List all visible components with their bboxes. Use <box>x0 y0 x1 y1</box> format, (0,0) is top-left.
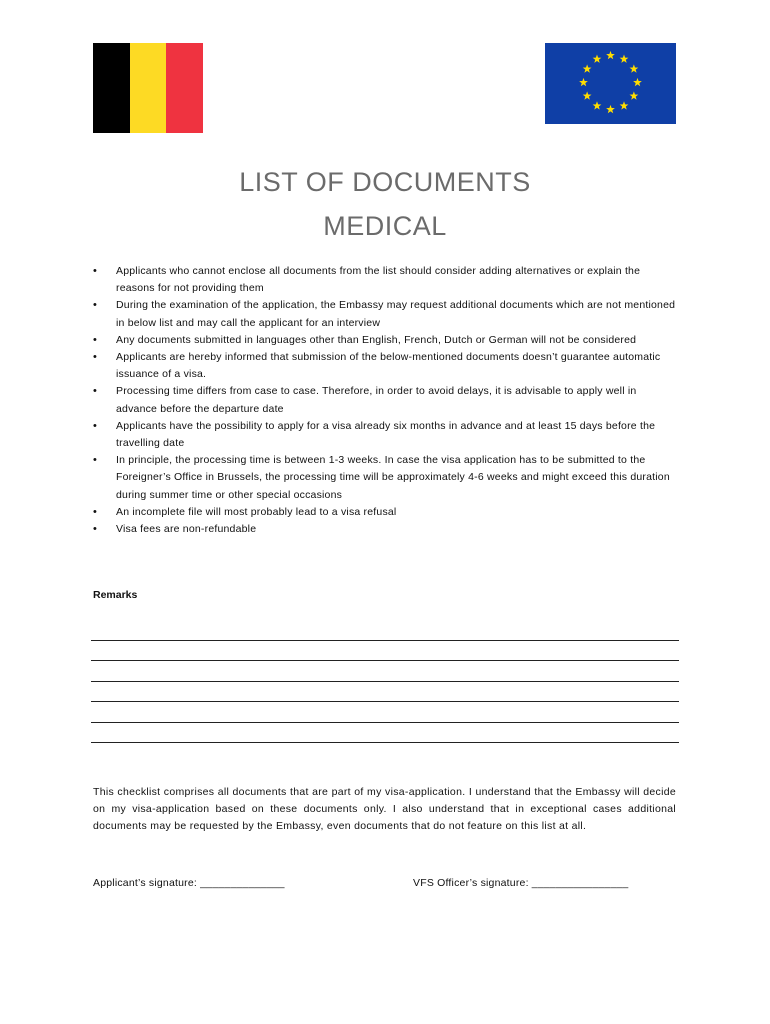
star-icon <box>593 101 602 109</box>
page-title: LIST OF DOCUMENTS <box>239 167 531 197</box>
remarks-line[interactable] <box>91 701 679 702</box>
list-item: • Any documents submitted in languages other than English, French, Dutch or German will not be considered <box>93 332 678 349</box>
star-icon <box>606 105 615 113</box>
star-icon <box>620 101 629 109</box>
list-item: • During the examination of the application, the Embassy may request additional documents which are not mentioned in below list and may call the applicant for an interview <box>93 297 678 331</box>
star-icon <box>620 55 629 63</box>
list-item: • An incomplete file will most probably lead to a visa refusal <box>93 504 678 521</box>
eu-flag <box>545 43 676 124</box>
list-item: • Applicants who cannot enclose all documents from the list should consider adding alternatives or explain the reasons for not providing them <box>93 263 678 297</box>
remarks-line[interactable] <box>91 681 679 682</box>
list-item: • Applicants have the possibility to apply for a visa already six months in advance and at least 15 days before the travelling date <box>93 418 678 452</box>
star-icon <box>630 64 639 72</box>
belgian-flag <box>93 43 203 133</box>
applicant-signature-field[interactable]: Applicant’s signature: ______________ <box>93 877 285 889</box>
star-icon <box>606 51 615 59</box>
remarks-line[interactable] <box>91 640 679 641</box>
star-icon <box>630 91 639 99</box>
remarks-line[interactable] <box>91 660 679 661</box>
instructions-list <box>93 263 678 538</box>
list-item: • Applicants are hereby informed that submission of the below-mentioned documents doesn’t guarantee automatic issuance of a visa. <box>93 349 678 383</box>
remarks-label: Remarks <box>93 589 138 601</box>
declaration-text: This checklist comprises all documents that are part of my visa-application. I understand that the Embassy will decide on my visa-application based on these documents only. I also understand that in exceptional cases additional documents may be requested by the Embassy, even documents that do not feature on this list at all. <box>93 786 676 833</box>
list-item: • In principle, the processing time is between 1-3 weeks. In case the visa application has to be submitted to the Foreigner’s Office in Brussels, the processing time will be approximately 4-6 weeks and might exceed this duration during summer time or other special occasions <box>93 452 678 504</box>
officer-signature-field[interactable]: VFS Officer’s signature: ________________ <box>413 877 629 889</box>
star-icon <box>583 91 592 99</box>
eu-stars-icon <box>545 43 676 124</box>
remarks-line[interactable] <box>91 742 679 743</box>
remarks-line[interactable] <box>91 722 679 723</box>
flag-stripe-yellow <box>130 43 167 133</box>
flag-stripe-black <box>93 43 130 133</box>
star-icon <box>633 78 642 86</box>
page-subtitle: MEDICAL <box>323 211 447 241</box>
star-icon <box>593 55 602 63</box>
list-item: • Processing time differs from case to case. Therefore, in order to avoid delays, it is advisable to apply well in advance before the departure date <box>93 383 678 417</box>
list-item: • Visa fees are non-refundable <box>93 521 678 538</box>
flag-stripe-red <box>166 43 203 133</box>
star-icon <box>579 78 588 86</box>
star-icon <box>583 64 592 72</box>
